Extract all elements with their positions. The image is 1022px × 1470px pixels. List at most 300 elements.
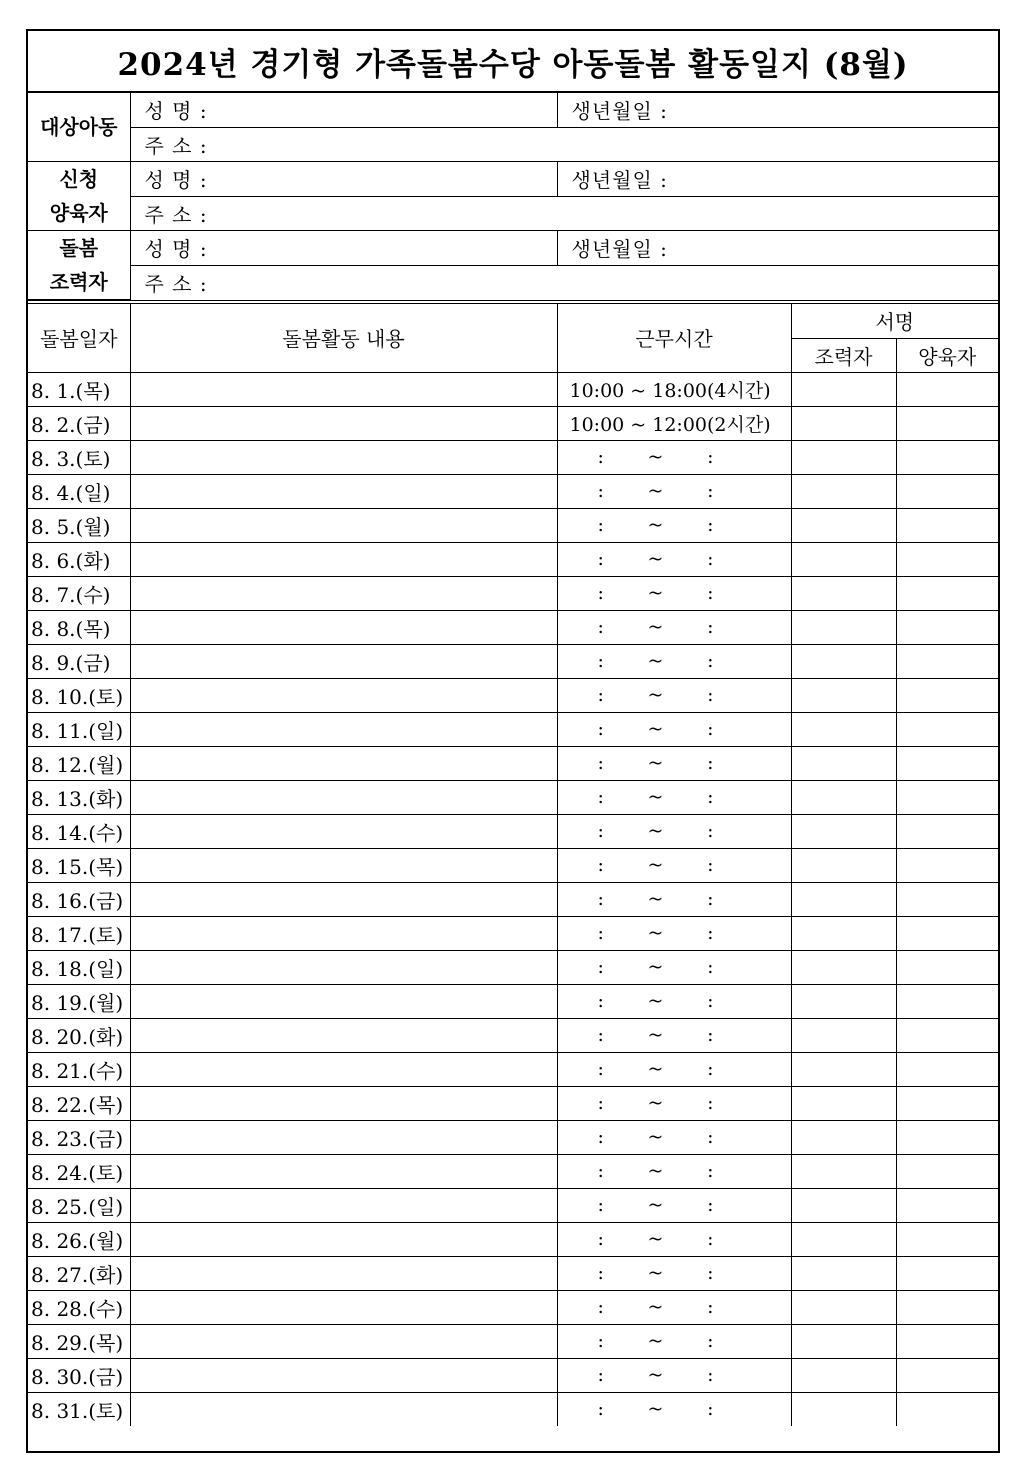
time-tilde: ~	[647, 1092, 664, 1114]
log-time-cell[interactable]	[557, 440, 791, 474]
time-colon: :	[707, 888, 714, 910]
time-template	[598, 1330, 714, 1352]
helper-signature-cell[interactable]	[791, 610, 896, 644]
address-field[interactable]: 주 소 :	[130, 127, 998, 161]
log-date: 8. 16.(금)	[28, 882, 130, 916]
helper-signature-cell[interactable]	[791, 1018, 896, 1052]
info-group-label: 신청 양육자	[28, 162, 130, 231]
log-row	[28, 1256, 998, 1290]
log-time-cell[interactable]	[557, 1120, 791, 1154]
birthdate-field[interactable]: 생년월일 :	[557, 162, 998, 197]
info-row-address	[28, 127, 998, 161]
log-time-cell[interactable]	[557, 916, 791, 950]
form-title: 2024년 경기형 가족돌봄수당 아동돌봄 활동일지 (8월)	[28, 31, 998, 93]
time-tilde: ~	[647, 684, 664, 706]
helper-signature-cell[interactable]	[791, 576, 896, 610]
log-time-cell[interactable]	[557, 542, 791, 576]
time-template	[598, 616, 714, 638]
log-date: 8. 10.(토)	[28, 678, 130, 712]
helper-signature-cell[interactable]	[791, 542, 896, 576]
log-time-cell[interactable]	[557, 1256, 791, 1290]
log-content-cell[interactable]	[130, 372, 557, 406]
log-row	[28, 814, 998, 848]
time-tilde: ~	[647, 786, 664, 808]
helper-signature-cell[interactable]	[791, 1324, 896, 1358]
time-colon: :	[707, 514, 714, 536]
log-date: 8. 5.(월)	[28, 508, 130, 542]
log-date: 8. 26.(월)	[28, 1222, 130, 1256]
parent-signature-cell[interactable]	[896, 576, 998, 610]
log-content-cell[interactable]	[130, 440, 557, 474]
log-date: 8. 4.(일)	[28, 474, 130, 508]
log-content-cell[interactable]	[130, 644, 557, 678]
log-time-cell[interactable]	[557, 1324, 791, 1358]
time-tilde: ~	[647, 1126, 664, 1148]
log-row	[28, 1120, 998, 1154]
helper-signature-cell[interactable]	[791, 440, 896, 474]
parent-signature-cell[interactable]	[896, 1052, 998, 1086]
log-content-cell[interactable]	[130, 1324, 557, 1358]
log-date: 8. 27.(화)	[28, 1256, 130, 1290]
helper-signature-cell[interactable]	[791, 984, 896, 1018]
info-group-label: 돌봄 조력자	[28, 231, 130, 300]
header-time: 근무시간	[557, 304, 791, 372]
name-field[interactable]: 성 명 :	[130, 162, 557, 197]
parent-signature-cell[interactable]	[896, 746, 998, 780]
helper-signature-cell[interactable]	[791, 1290, 896, 1324]
log-date: 8. 20.(화)	[28, 1018, 130, 1052]
log-date: 8. 18.(일)	[28, 950, 130, 984]
info-row-address	[28, 196, 998, 231]
log-row	[28, 406, 998, 440]
log-time-cell[interactable]	[557, 984, 791, 1018]
time-colon: :	[597, 718, 604, 740]
log-date: 8. 2.(금)	[28, 406, 130, 440]
log-date: 8. 15.(목)	[28, 848, 130, 882]
birthdate-field[interactable]: 생년월일 :	[557, 231, 998, 266]
time-tilde: ~	[647, 446, 664, 468]
log-content-cell[interactable]	[130, 474, 557, 508]
parent-signature-cell[interactable]	[896, 882, 998, 916]
time-colon: :	[707, 1228, 714, 1250]
parent-signature-cell[interactable]	[896, 1392, 998, 1426]
time-colon: :	[597, 786, 604, 808]
helper-signature-cell[interactable]	[791, 814, 896, 848]
log-time-cell[interactable]	[557, 1290, 791, 1324]
time-template	[598, 1126, 714, 1148]
time-colon: :	[597, 1364, 604, 1386]
time-template	[598, 1228, 714, 1250]
log-date: 8. 17.(토)	[28, 916, 130, 950]
time-colon: :	[707, 446, 714, 468]
log-date: 8. 14.(수)	[28, 814, 130, 848]
log-date: 8. 8.(목)	[28, 610, 130, 644]
parent-signature-cell[interactable]	[896, 984, 998, 1018]
address-field[interactable]: 주 소 :	[130, 265, 998, 300]
log-date: 8. 7.(수)	[28, 576, 130, 610]
header-sign-parent: 양육자	[896, 338, 998, 372]
time-colon: :	[597, 956, 604, 978]
log-row	[28, 848, 998, 882]
birthdate-field[interactable]: 생년월일 :	[557, 93, 998, 127]
log-time-cell[interactable]	[557, 950, 791, 984]
time-colon: :	[597, 1228, 604, 1250]
time-template	[598, 684, 714, 706]
log-row	[28, 984, 998, 1018]
log-time-cell[interactable]	[557, 678, 791, 712]
parent-signature-cell[interactable]	[896, 610, 998, 644]
parent-signature-cell[interactable]	[896, 1290, 998, 1324]
log-content-cell[interactable]	[130, 1358, 557, 1392]
log-time-cell[interactable]	[557, 746, 791, 780]
time-colon: :	[707, 1058, 714, 1080]
log-header-row	[28, 304, 998, 338]
log-content-cell[interactable]	[130, 712, 557, 746]
log-time-cell[interactable]	[557, 474, 791, 508]
parent-signature-cell[interactable]	[896, 848, 998, 882]
time-colon: :	[597, 446, 604, 468]
time-template	[598, 650, 714, 672]
log-time-cell[interactable]	[557, 1188, 791, 1222]
helper-signature-cell[interactable]	[791, 678, 896, 712]
log-content-cell[interactable]	[130, 1120, 557, 1154]
time-tilde: ~	[647, 1160, 664, 1182]
parent-signature-cell[interactable]	[896, 644, 998, 678]
log-time-cell[interactable]	[557, 508, 791, 542]
time-colon: :	[707, 1194, 714, 1216]
info-group-label: 대상아동	[28, 93, 130, 162]
log-row	[28, 1052, 998, 1086]
time-tilde: ~	[647, 1364, 664, 1386]
time-template	[598, 514, 714, 536]
header-signature: 서명	[791, 304, 998, 338]
helper-signature-cell[interactable]	[791, 950, 896, 984]
time-tilde: ~	[647, 1330, 664, 1352]
parent-signature-cell[interactable]	[896, 780, 998, 814]
time-tilde: ~	[647, 650, 664, 672]
time-template	[598, 1262, 714, 1284]
parent-signature-cell[interactable]	[896, 1324, 998, 1358]
info-row-address	[28, 265, 998, 300]
time-colon: :	[597, 820, 604, 842]
time-tilde: ~	[647, 1262, 664, 1284]
log-row	[28, 508, 998, 542]
time-template	[598, 446, 714, 468]
address-field[interactable]: 주 소 :	[130, 196, 998, 231]
time-tilde: ~	[647, 1228, 664, 1250]
helper-signature-cell[interactable]	[791, 848, 896, 882]
parent-signature-cell[interactable]	[896, 1018, 998, 1052]
helper-signature-cell[interactable]	[791, 1086, 896, 1120]
parent-signature-cell[interactable]	[896, 542, 998, 576]
parent-signature-cell[interactable]	[896, 1154, 998, 1188]
time-colon: :	[707, 1092, 714, 1114]
time-tilde: ~	[647, 854, 664, 876]
log-content-cell[interactable]	[130, 1086, 557, 1120]
helper-signature-cell[interactable]	[791, 508, 896, 542]
time-colon: :	[707, 1398, 714, 1421]
header-content: 돌봄활동 내용	[130, 304, 557, 372]
time-tilde: ~	[647, 1194, 664, 1216]
log-time-value: 10:00 ~ 18:00(4시간)	[569, 379, 771, 402]
log-date: 8. 30.(금)	[28, 1358, 130, 1392]
log-row	[28, 712, 998, 746]
log-date: 8. 22.(목)	[28, 1086, 130, 1120]
time-template	[598, 990, 714, 1012]
helper-signature-cell[interactable]	[791, 916, 896, 950]
time-colon: :	[707, 548, 714, 570]
activity-log-form	[26, 29, 1000, 1453]
time-colon: :	[597, 888, 604, 910]
info-row-name	[28, 162, 998, 197]
time-colon: :	[597, 752, 604, 774]
time-colon: :	[597, 1058, 604, 1080]
helper-signature-cell[interactable]	[791, 712, 896, 746]
log-row	[28, 610, 998, 644]
time-colon: :	[707, 752, 714, 774]
time-colon: :	[597, 990, 604, 1012]
log-content-cell[interactable]	[130, 406, 557, 440]
log-time-cell[interactable]	[557, 576, 791, 610]
log-time-cell[interactable]	[557, 644, 791, 678]
parent-signature-cell[interactable]	[896, 916, 998, 950]
parent-signature-cell[interactable]	[896, 712, 998, 746]
log-content-cell[interactable]	[130, 610, 557, 644]
time-colon: :	[597, 1330, 604, 1352]
log-time-cell[interactable]	[557, 1358, 791, 1392]
time-colon: :	[707, 1364, 714, 1386]
time-colon: :	[597, 616, 604, 638]
log-time-cell[interactable]	[557, 814, 791, 848]
time-template	[598, 888, 714, 910]
log-time-cell[interactable]	[557, 1018, 791, 1052]
log-row	[28, 1290, 998, 1324]
time-colon: :	[707, 718, 714, 740]
log-time-cell[interactable]	[557, 1154, 791, 1188]
helper-signature-cell[interactable]	[791, 1154, 896, 1188]
parent-signature-cell[interactable]	[896, 1120, 998, 1154]
helper-signature-cell[interactable]	[791, 1052, 896, 1086]
time-colon: :	[597, 548, 604, 570]
header-sign-helper: 조력자	[791, 338, 896, 372]
parent-signature-cell[interactable]	[896, 440, 998, 474]
log-time-cell[interactable]	[557, 406, 791, 440]
log-content-cell[interactable]	[130, 1290, 557, 1324]
helper-signature-cell[interactable]	[791, 474, 896, 508]
log-date: 8. 28.(수)	[28, 1290, 130, 1324]
parent-signature-cell[interactable]	[896, 508, 998, 542]
time-template	[598, 1160, 714, 1182]
log-content-cell[interactable]	[130, 508, 557, 542]
time-colon: :	[597, 1194, 604, 1216]
time-tilde: ~	[647, 820, 664, 842]
name-field[interactable]: 성 명 :	[130, 231, 557, 266]
parent-signature-cell[interactable]	[896, 950, 998, 984]
log-content-cell[interactable]	[130, 780, 557, 814]
time-tilde: ~	[647, 888, 664, 910]
helper-signature-cell[interactable]	[791, 644, 896, 678]
time-tilde: ~	[647, 718, 664, 740]
log-time-value: 10:00 ~ 12:00(2시간)	[569, 413, 771, 436]
header-date: 돌봄일자	[28, 304, 130, 372]
log-time-cell[interactable]	[557, 1086, 791, 1120]
time-colon: :	[597, 1092, 604, 1114]
log-row	[28, 882, 998, 916]
parent-signature-cell[interactable]	[896, 678, 998, 712]
time-tilde: ~	[647, 990, 664, 1012]
time-colon: :	[707, 1330, 714, 1352]
time-colon: :	[707, 1262, 714, 1284]
log-content-cell[interactable]	[130, 916, 557, 950]
time-template	[598, 820, 714, 842]
time-template	[598, 1092, 714, 1114]
helper-signature-cell[interactable]	[791, 780, 896, 814]
time-colon: :	[707, 786, 714, 808]
log-date: 8. 23.(금)	[28, 1120, 130, 1154]
helper-signature-cell[interactable]	[791, 1256, 896, 1290]
helper-signature-cell[interactable]	[791, 1358, 896, 1392]
parent-signature-cell[interactable]	[896, 1086, 998, 1120]
info-row-name	[28, 93, 998, 127]
helper-signature-cell[interactable]	[791, 406, 896, 440]
care-log-table	[28, 304, 998, 1426]
log-content-cell[interactable]	[130, 746, 557, 780]
time-tilde: ~	[647, 1296, 664, 1318]
log-row	[28, 1324, 998, 1358]
log-row	[28, 950, 998, 984]
log-date: 8. 24.(토)	[28, 1154, 130, 1188]
log-content-cell[interactable]	[130, 1256, 557, 1290]
time-template	[598, 1398, 714, 1420]
log-content-cell[interactable]	[130, 678, 557, 712]
time-colon: :	[597, 854, 604, 876]
log-content-cell[interactable]	[130, 1392, 557, 1426]
log-row	[28, 542, 998, 576]
time-colon: :	[707, 616, 714, 638]
time-colon: :	[597, 1160, 604, 1182]
time-colon: :	[597, 1296, 604, 1318]
log-time-cell[interactable]	[557, 780, 791, 814]
time-tilde: ~	[647, 514, 664, 536]
time-template	[598, 1296, 714, 1318]
parent-signature-cell[interactable]	[896, 1188, 998, 1222]
log-row	[28, 746, 998, 780]
time-template	[598, 752, 714, 774]
log-content-cell[interactable]	[130, 542, 557, 576]
time-template	[598, 922, 714, 944]
parent-signature-cell[interactable]	[896, 1358, 998, 1392]
time-colon: :	[707, 1296, 714, 1318]
helper-signature-cell[interactable]	[791, 882, 896, 916]
time-colon: :	[597, 480, 604, 502]
helper-signature-cell[interactable]	[791, 1222, 896, 1256]
log-content-cell[interactable]	[130, 1222, 557, 1256]
helper-signature-cell[interactable]	[791, 1392, 896, 1426]
log-date: 8. 21.(수)	[28, 1052, 130, 1086]
time-colon: :	[707, 1126, 714, 1148]
log-time-cell[interactable]	[557, 848, 791, 882]
log-time-cell[interactable]	[557, 1052, 791, 1086]
log-time-cell[interactable]	[557, 1222, 791, 1256]
time-colon: :	[707, 650, 714, 672]
log-time-cell[interactable]	[557, 610, 791, 644]
time-colon: :	[597, 1262, 604, 1284]
time-colon: :	[597, 650, 604, 672]
log-time-cell[interactable]	[557, 1392, 791, 1426]
time-tilde: ~	[647, 956, 664, 978]
log-date: 8. 11.(일)	[28, 712, 130, 746]
time-template	[598, 1364, 714, 1386]
log-row	[28, 644, 998, 678]
parent-signature-cell[interactable]	[896, 474, 998, 508]
log-date: 8. 13.(화)	[28, 780, 130, 814]
time-template	[598, 582, 714, 604]
log-date: 8. 25.(일)	[28, 1188, 130, 1222]
time-colon: :	[597, 514, 604, 536]
time-colon: :	[597, 922, 604, 944]
time-colon: :	[597, 582, 604, 604]
log-time-cell[interactable]	[557, 372, 791, 406]
time-colon: :	[597, 1398, 604, 1421]
log-row	[28, 1392, 998, 1426]
log-date: 8. 9.(금)	[28, 644, 130, 678]
time-colon: :	[707, 1024, 714, 1046]
time-colon: :	[707, 956, 714, 978]
log-content-cell[interactable]	[130, 848, 557, 882]
log-row	[28, 1222, 998, 1256]
time-template	[598, 480, 714, 502]
helper-signature-cell[interactable]	[791, 372, 896, 406]
log-content-cell[interactable]	[130, 984, 557, 1018]
log-date: 8. 3.(토)	[28, 440, 130, 474]
log-content-cell[interactable]	[130, 1052, 557, 1086]
parent-signature-cell[interactable]	[896, 814, 998, 848]
parent-signature-cell[interactable]	[896, 1222, 998, 1256]
name-field[interactable]: 성 명 :	[130, 93, 557, 127]
parent-signature-cell[interactable]	[896, 1256, 998, 1290]
time-colon: :	[707, 1160, 714, 1182]
log-time-cell[interactable]	[557, 712, 791, 746]
log-row	[28, 1086, 998, 1120]
time-colon: :	[707, 582, 714, 604]
time-colon: :	[707, 684, 714, 706]
parent-signature-cell[interactable]	[896, 372, 998, 406]
log-content-cell[interactable]	[130, 1018, 557, 1052]
time-template	[598, 786, 714, 808]
log-content-cell[interactable]	[130, 950, 557, 984]
info-row-name	[28, 231, 998, 266]
log-content-cell[interactable]	[130, 1154, 557, 1188]
time-tilde: ~	[647, 752, 664, 774]
log-time-cell[interactable]	[557, 882, 791, 916]
log-row	[28, 1188, 998, 1222]
helper-signature-cell[interactable]	[791, 746, 896, 780]
log-content-cell[interactable]	[130, 1188, 557, 1222]
helper-signature-cell[interactable]	[791, 1120, 896, 1154]
log-content-cell[interactable]	[130, 576, 557, 610]
helper-signature-cell[interactable]	[791, 1188, 896, 1222]
log-date: 8. 29.(목)	[28, 1324, 130, 1358]
time-colon: :	[707, 922, 714, 944]
log-row	[28, 916, 998, 950]
parent-signature-cell[interactable]	[896, 406, 998, 440]
log-content-cell[interactable]	[130, 814, 557, 848]
time-tilde: ~	[647, 480, 664, 502]
log-row	[28, 1154, 998, 1188]
time-tilde: ~	[647, 616, 664, 638]
log-content-cell[interactable]	[130, 882, 557, 916]
time-template	[598, 718, 714, 740]
